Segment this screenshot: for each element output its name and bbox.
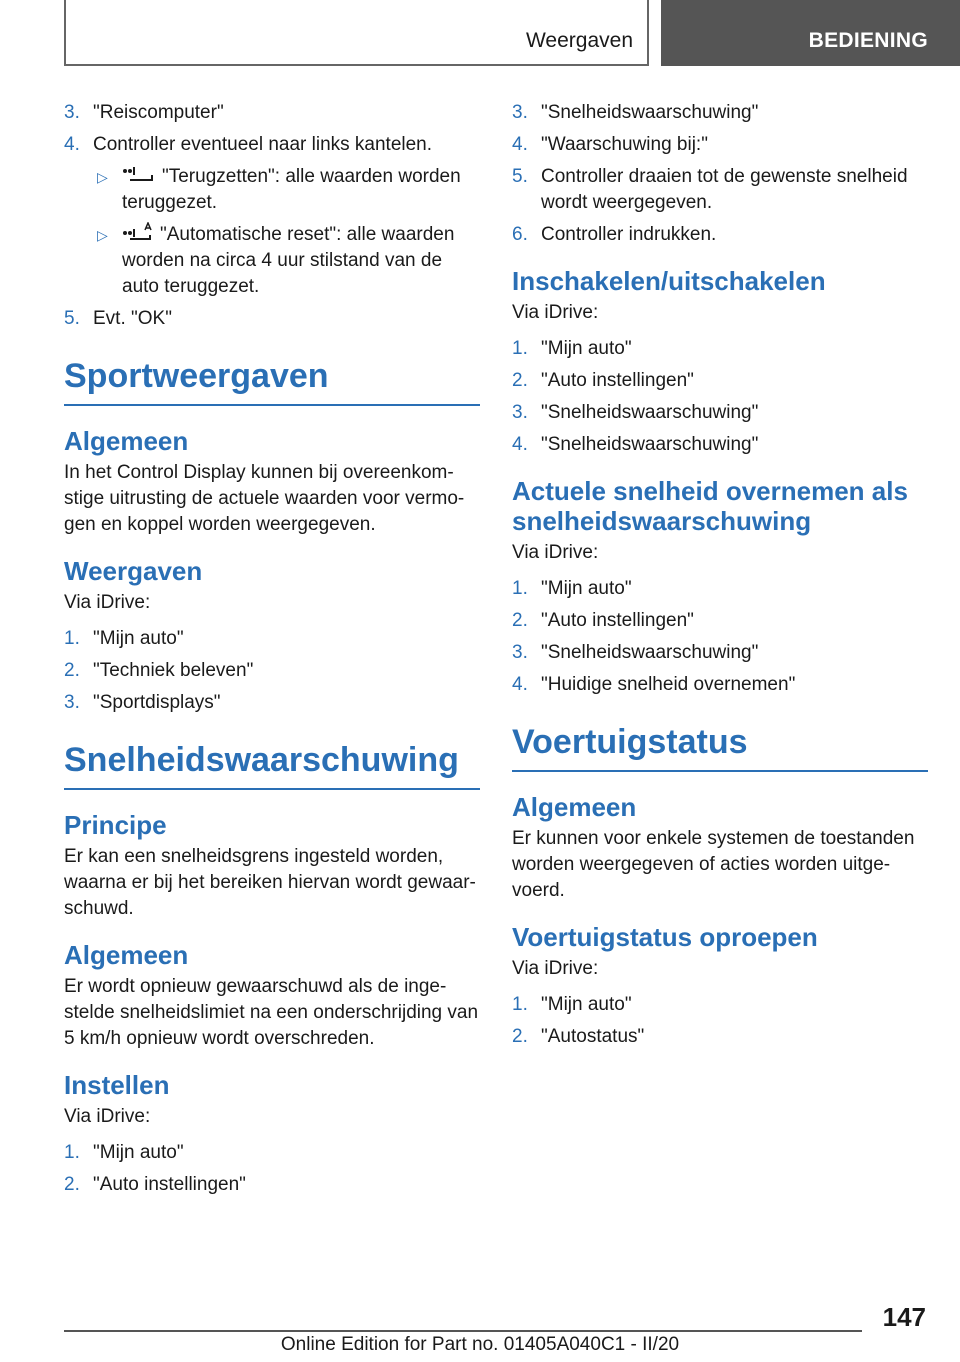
step-number: 1.	[512, 578, 528, 599]
paragraph: Er wordt opnieuw gewaarschuwd als de inge‐stelde snelheidslimiet na een onderschrijding van 5 km/h opnieuw wordt overschreden.	[64, 976, 479, 1049]
step-text: "Huidige snelheid overnemen"	[541, 674, 796, 695]
step-text: Controller indrukken.	[541, 224, 717, 245]
step-text: "Snelheidswaarschuwing"	[541, 434, 759, 455]
step-number: 1.	[64, 628, 80, 649]
list-item	[512, 222, 928, 248]
list-item	[512, 1024, 928, 1050]
subheading-principe: Principe	[64, 810, 167, 840]
step-text: "Auto instellingen"	[541, 610, 694, 631]
list-item	[512, 672, 928, 698]
step-number: 5.	[64, 308, 80, 329]
step-text: "Mijn auto"	[93, 1142, 184, 1163]
paragraph: Er kunnen voor enkele systemen de toestanden worden weergegeven of acties worden uitge‐voerd.	[512, 828, 915, 901]
step-number: 4.	[512, 434, 528, 455]
step-text: "Auto instellingen"	[93, 1174, 246, 1195]
step-number: 5.	[512, 166, 528, 187]
footer-edition: Online Edition for Part no. 01405A040C1 - II/20	[280, 1334, 680, 1355]
step-number: 3.	[512, 642, 528, 663]
paragraph: In het Control Display kunnen bij overeenkom‐stige uitrusting de actuele waarden voor vermo‐gen en koppel worden weergegeven.	[64, 462, 465, 535]
subheading-general: Algemeen	[512, 792, 637, 822]
step-text: Controller draaien tot de gewenste snelheid wordt weergegeven.	[541, 166, 908, 213]
section-title-snelheidswaarschuwing: Snelheidswaarschuwing	[64, 740, 480, 790]
list-item	[512, 132, 928, 158]
step-number: 4.	[512, 674, 528, 695]
step-number: 2.	[512, 610, 528, 631]
list-item	[512, 368, 928, 394]
via-idrive: Via iDrive:	[512, 542, 599, 563]
list-item	[512, 992, 928, 1018]
auto-reset-icon	[122, 222, 154, 242]
reset-icon	[122, 166, 156, 184]
step-text: "Mijn auto"	[541, 578, 632, 599]
via-idrive: Via iDrive:	[512, 302, 599, 323]
via-idrive: Via iDrive:	[64, 592, 151, 613]
step-number: 1.	[64, 1142, 80, 1163]
step-number: 2.	[64, 1174, 80, 1195]
step-text: "Reiscomputer"	[93, 102, 224, 123]
step-text: "Techniek beleven"	[93, 660, 254, 681]
step-number: 3.	[64, 692, 80, 713]
left-column	[64, 100, 480, 1204]
list-item	[64, 658, 480, 684]
section-title-sportweergaven: Sportweergaven	[64, 356, 480, 406]
list-item	[64, 1172, 480, 1198]
bullet-item	[93, 222, 480, 300]
step-text: "Mijn auto"	[541, 338, 632, 359]
header-title-box	[64, 0, 649, 66]
right-column	[512, 100, 928, 1056]
subheading-voertuigstatus-oproepen: Voertuigstatus oproepen	[512, 922, 818, 952]
subheading-actuele-snelheid: Actuele snelheid overnemen als snelheidswaarschuwing	[512, 476, 908, 536]
list-item	[512, 336, 928, 362]
list-item	[64, 1140, 480, 1166]
step-number: 3.	[512, 402, 528, 423]
step-number: 2.	[64, 660, 80, 681]
subheading-weergaven: Weergaven	[64, 556, 203, 586]
header-section: BEDIENING	[808, 29, 928, 52]
subheading-instellen: Instellen	[64, 1070, 170, 1100]
step-text: "Auto instellingen"	[541, 370, 694, 391]
list-item	[64, 306, 480, 332]
step-text: "Snelheidswaarschuwing"	[541, 102, 759, 123]
list-item	[64, 626, 480, 652]
list-item	[64, 132, 480, 158]
page-number: 147	[882, 1302, 926, 1332]
header-section-box	[661, 0, 960, 66]
step-number: 3.	[512, 102, 528, 123]
via-idrive: Via iDrive:	[512, 958, 599, 979]
step-text: "Mijn auto"	[541, 994, 632, 1015]
bullet-text: "Terugzetten": alle waarden worden teruggezet.	[122, 166, 461, 213]
list-item	[64, 100, 480, 126]
step-number: 6.	[512, 224, 528, 245]
step-text: "Sportdisplays"	[93, 692, 221, 713]
step-text: "Mijn auto"	[93, 628, 184, 649]
bullet-text: "Automatische reset": alle waarden worden na circa 4 uur stilstand van de auto teruggezet.	[122, 224, 455, 297]
list-item	[512, 608, 928, 634]
triangle-bullet-icon: ▷	[97, 227, 108, 243]
step-text: "Autostatus"	[541, 1026, 645, 1047]
subheading-general: Algemeen	[64, 940, 189, 970]
step-number: 4.	[64, 134, 80, 155]
step-number: 3.	[64, 102, 80, 123]
header-title: Weergaven	[525, 29, 633, 52]
via-idrive: Via iDrive:	[64, 1106, 151, 1127]
list-item	[512, 640, 928, 666]
step-text: "Snelheidswaarschuwing"	[541, 642, 759, 663]
triangle-bullet-icon: ▷	[97, 169, 108, 185]
bullet-item	[93, 164, 480, 216]
step-number: 4.	[512, 134, 528, 155]
list-item	[512, 400, 928, 426]
step-number: 1.	[512, 994, 528, 1015]
list-item	[512, 164, 928, 216]
step-number: 1.	[512, 338, 528, 359]
step-text: Controller eventueel naar links kantelen.	[93, 134, 433, 155]
list-item	[512, 576, 928, 602]
section-title-voertuigstatus: Voertuigstatus	[512, 722, 928, 772]
list-item	[512, 100, 928, 126]
list-item	[512, 432, 928, 458]
step-number: 2.	[512, 370, 528, 391]
paragraph: Er kan een snelheidsgrens ingesteld worden, waarna er bij het bereiken hiervan wordt gewaar‐schuwd.	[64, 846, 476, 919]
list-item	[64, 690, 480, 716]
step-text: "Waarschuwing bij:"	[541, 134, 708, 155]
step-text: Evt. "OK"	[93, 308, 172, 329]
step-number: 2.	[512, 1026, 528, 1047]
subheading-inschakelen: Inschakelen/uitschakelen	[512, 266, 826, 296]
subheading-general: Algemeen	[64, 426, 189, 456]
step-text: "Snelheidswaarschuwing"	[541, 402, 759, 423]
footer-divider	[64, 1330, 862, 1332]
